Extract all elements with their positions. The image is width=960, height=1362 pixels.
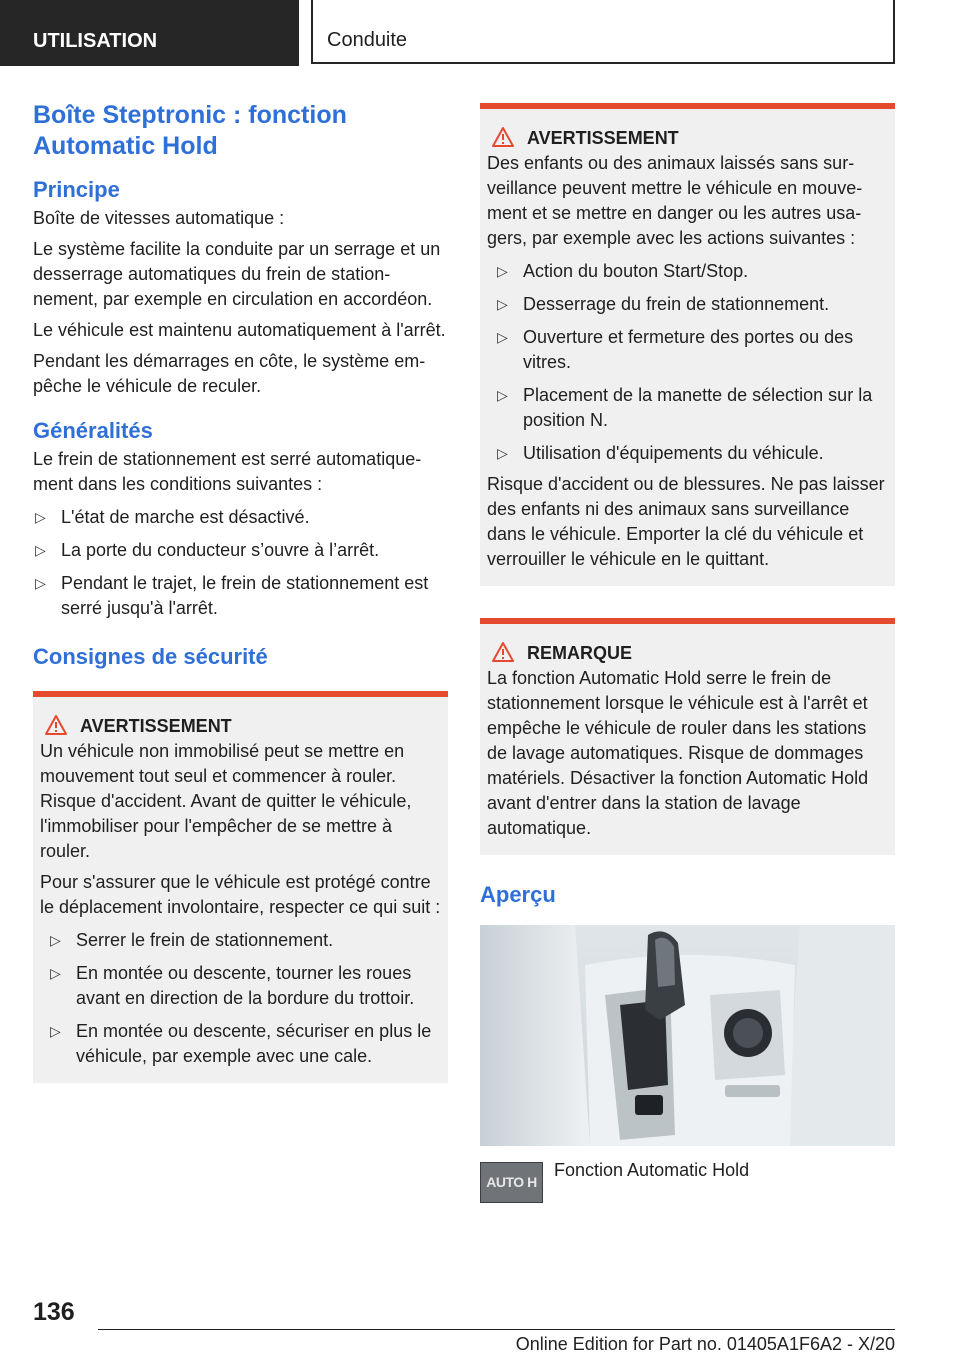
principe-p3: Le véhicule est maintenu automatiquement à l'arrêt. bbox=[33, 320, 446, 340]
footer-divider bbox=[98, 1329, 895, 1330]
list-item: ▷ Pendant le trajet, le frein de stationnement est serré jusqu'à l'arrêt. bbox=[35, 573, 429, 618]
list-item: ▷ En montée ou descente, sécuriser en plus le véhicule, par exemple avec une cale. bbox=[50, 1021, 432, 1066]
heading-apercu: Aperçu bbox=[480, 882, 556, 907]
left-column bbox=[33, 100, 448, 1083]
principe-p2: Le système facilite la conduite par un serrage et un desserrage automatiques du frein de stationnement, par exemple en circulation en accordéon. bbox=[33, 239, 441, 309]
heading-principe: Principe bbox=[33, 177, 120, 202]
list-item: ▷ Utilisation d'équipements du véhicule. bbox=[487, 441, 888, 466]
warning-p2: Pour s'assurer que le véhicule est protégé contre le déplacement involontaire, respecter ce qui suit : bbox=[40, 872, 441, 917]
warning-list bbox=[487, 259, 888, 466]
remarque-heading: REMARQUE bbox=[487, 640, 888, 666]
auto-hold-button-icon: AUTO H bbox=[480, 1162, 543, 1203]
heading-generalites: Généralités bbox=[33, 418, 153, 443]
triangle-bullet-icon: ▷ bbox=[497, 445, 508, 461]
list-item: ▷ Action du bouton Start/Stop. bbox=[487, 259, 888, 284]
list-item: ▷ Ouverture et fermeture des portes ou des vitres. bbox=[497, 327, 854, 372]
warning-p1: Un véhicule non immobilisé peut se mettre en mouvement tout seul et commencer à rouler. Risque d'accident. Avant de quitter le véhicule, l'immobiliser pour l'empêcher de se mettre à rouler. bbox=[40, 741, 412, 861]
page-title: Boîte Steptronic : fonction Automatic Hold bbox=[33, 101, 347, 160]
triangle-bullet-icon: ▷ bbox=[35, 542, 46, 558]
triangle-bullet-icon: ▷ bbox=[497, 263, 508, 279]
header-chapter: Conduite bbox=[311, 0, 895, 64]
warning-p2: Risque d'accident ou de blessures. Ne pas laisser des enfants ni des animaux sans surveillance dans le véhicule. Emporter la clé du véhicule et verrouiller le véhicule en le quittant. bbox=[487, 474, 885, 569]
triangle-bullet-icon: ▷ bbox=[35, 575, 46, 591]
list-item: ▷ La porte du conducteur s’ouvre à l’arrêt. bbox=[33, 538, 448, 563]
triangle-bullet-icon: ▷ bbox=[50, 965, 61, 981]
warning-heading: AVERTISSEMENT bbox=[40, 713, 441, 739]
triangle-bullet-icon: ▷ bbox=[497, 329, 508, 345]
warning-heading: AVERTISSEMENT bbox=[487, 125, 888, 151]
center-console-photo bbox=[480, 925, 895, 1146]
warning-callout-children bbox=[480, 103, 895, 586]
list-item: ▷ En montée ou descente, tourner les roues avant en direction de la bordure du trottoir. bbox=[50, 963, 415, 1008]
auto-hold-legend bbox=[480, 1162, 895, 1226]
page-number: 136 bbox=[33, 1298, 75, 1326]
warning-triangle-icon bbox=[491, 126, 515, 155]
principe-p4: Pendant les démarrages en côte, le système empêche le véhicule de reculer. bbox=[33, 351, 426, 396]
remarque-p1: La fonction Automatic Hold serre le frein de stationnement lorsque le véhicule est à l'arrêt et empêche le véhicule de rouler dans les stations de lavage automatiques. Risque de dommages matériels. Désactiver la fonction Automatic Hold avant d'entrer dans la station de lavage automatique. bbox=[487, 668, 869, 838]
principe-p1: Boîte de vitesses automatique : bbox=[33, 208, 285, 228]
list-item: ▷ Desserrage du frein de stationnement. bbox=[487, 292, 888, 317]
generalites-list bbox=[33, 505, 448, 621]
list-item: ▷ L'état de marche est désactivé. bbox=[33, 505, 448, 530]
triangle-bullet-icon: ▷ bbox=[497, 296, 508, 312]
list-item: ▷ Placement de la manette de sélection sur la position N. bbox=[497, 385, 873, 430]
list-item: ▷ Serrer le frein de stationnement. bbox=[40, 928, 441, 953]
remarque-callout bbox=[480, 618, 895, 855]
warning-triangle-icon bbox=[44, 714, 68, 743]
heading-securite: Consignes de sécurité bbox=[33, 644, 268, 669]
triangle-bullet-icon: ▷ bbox=[50, 932, 61, 948]
warning-list bbox=[40, 928, 441, 1069]
generalites-intro: Le frein de stationnement est serré automatiquement dans les conditions suivantes : bbox=[33, 449, 422, 494]
notice-triangle-icon bbox=[491, 641, 515, 670]
header-section-tab: UTILISATION bbox=[0, 0, 299, 66]
triangle-bullet-icon: ▷ bbox=[35, 509, 46, 525]
warning-callout bbox=[33, 691, 448, 1083]
warning-p1: Des enfants ou des animaux laissés sans surveillance peuvent mettre le véhicule en mouvement et se mettre en danger ou les autres usagers, par exemple avec les actions suivantes : bbox=[487, 153, 863, 248]
triangle-bullet-icon: ▷ bbox=[497, 387, 508, 403]
right-column bbox=[480, 103, 895, 1226]
triangle-bullet-icon: ▷ bbox=[50, 1023, 61, 1039]
footer-edition: Online Edition for Part no. 01405A1F6A2 - X/20 bbox=[515, 1334, 895, 1354]
auto-hold-caption: Fonction Automatic Hold bbox=[554, 1160, 750, 1180]
